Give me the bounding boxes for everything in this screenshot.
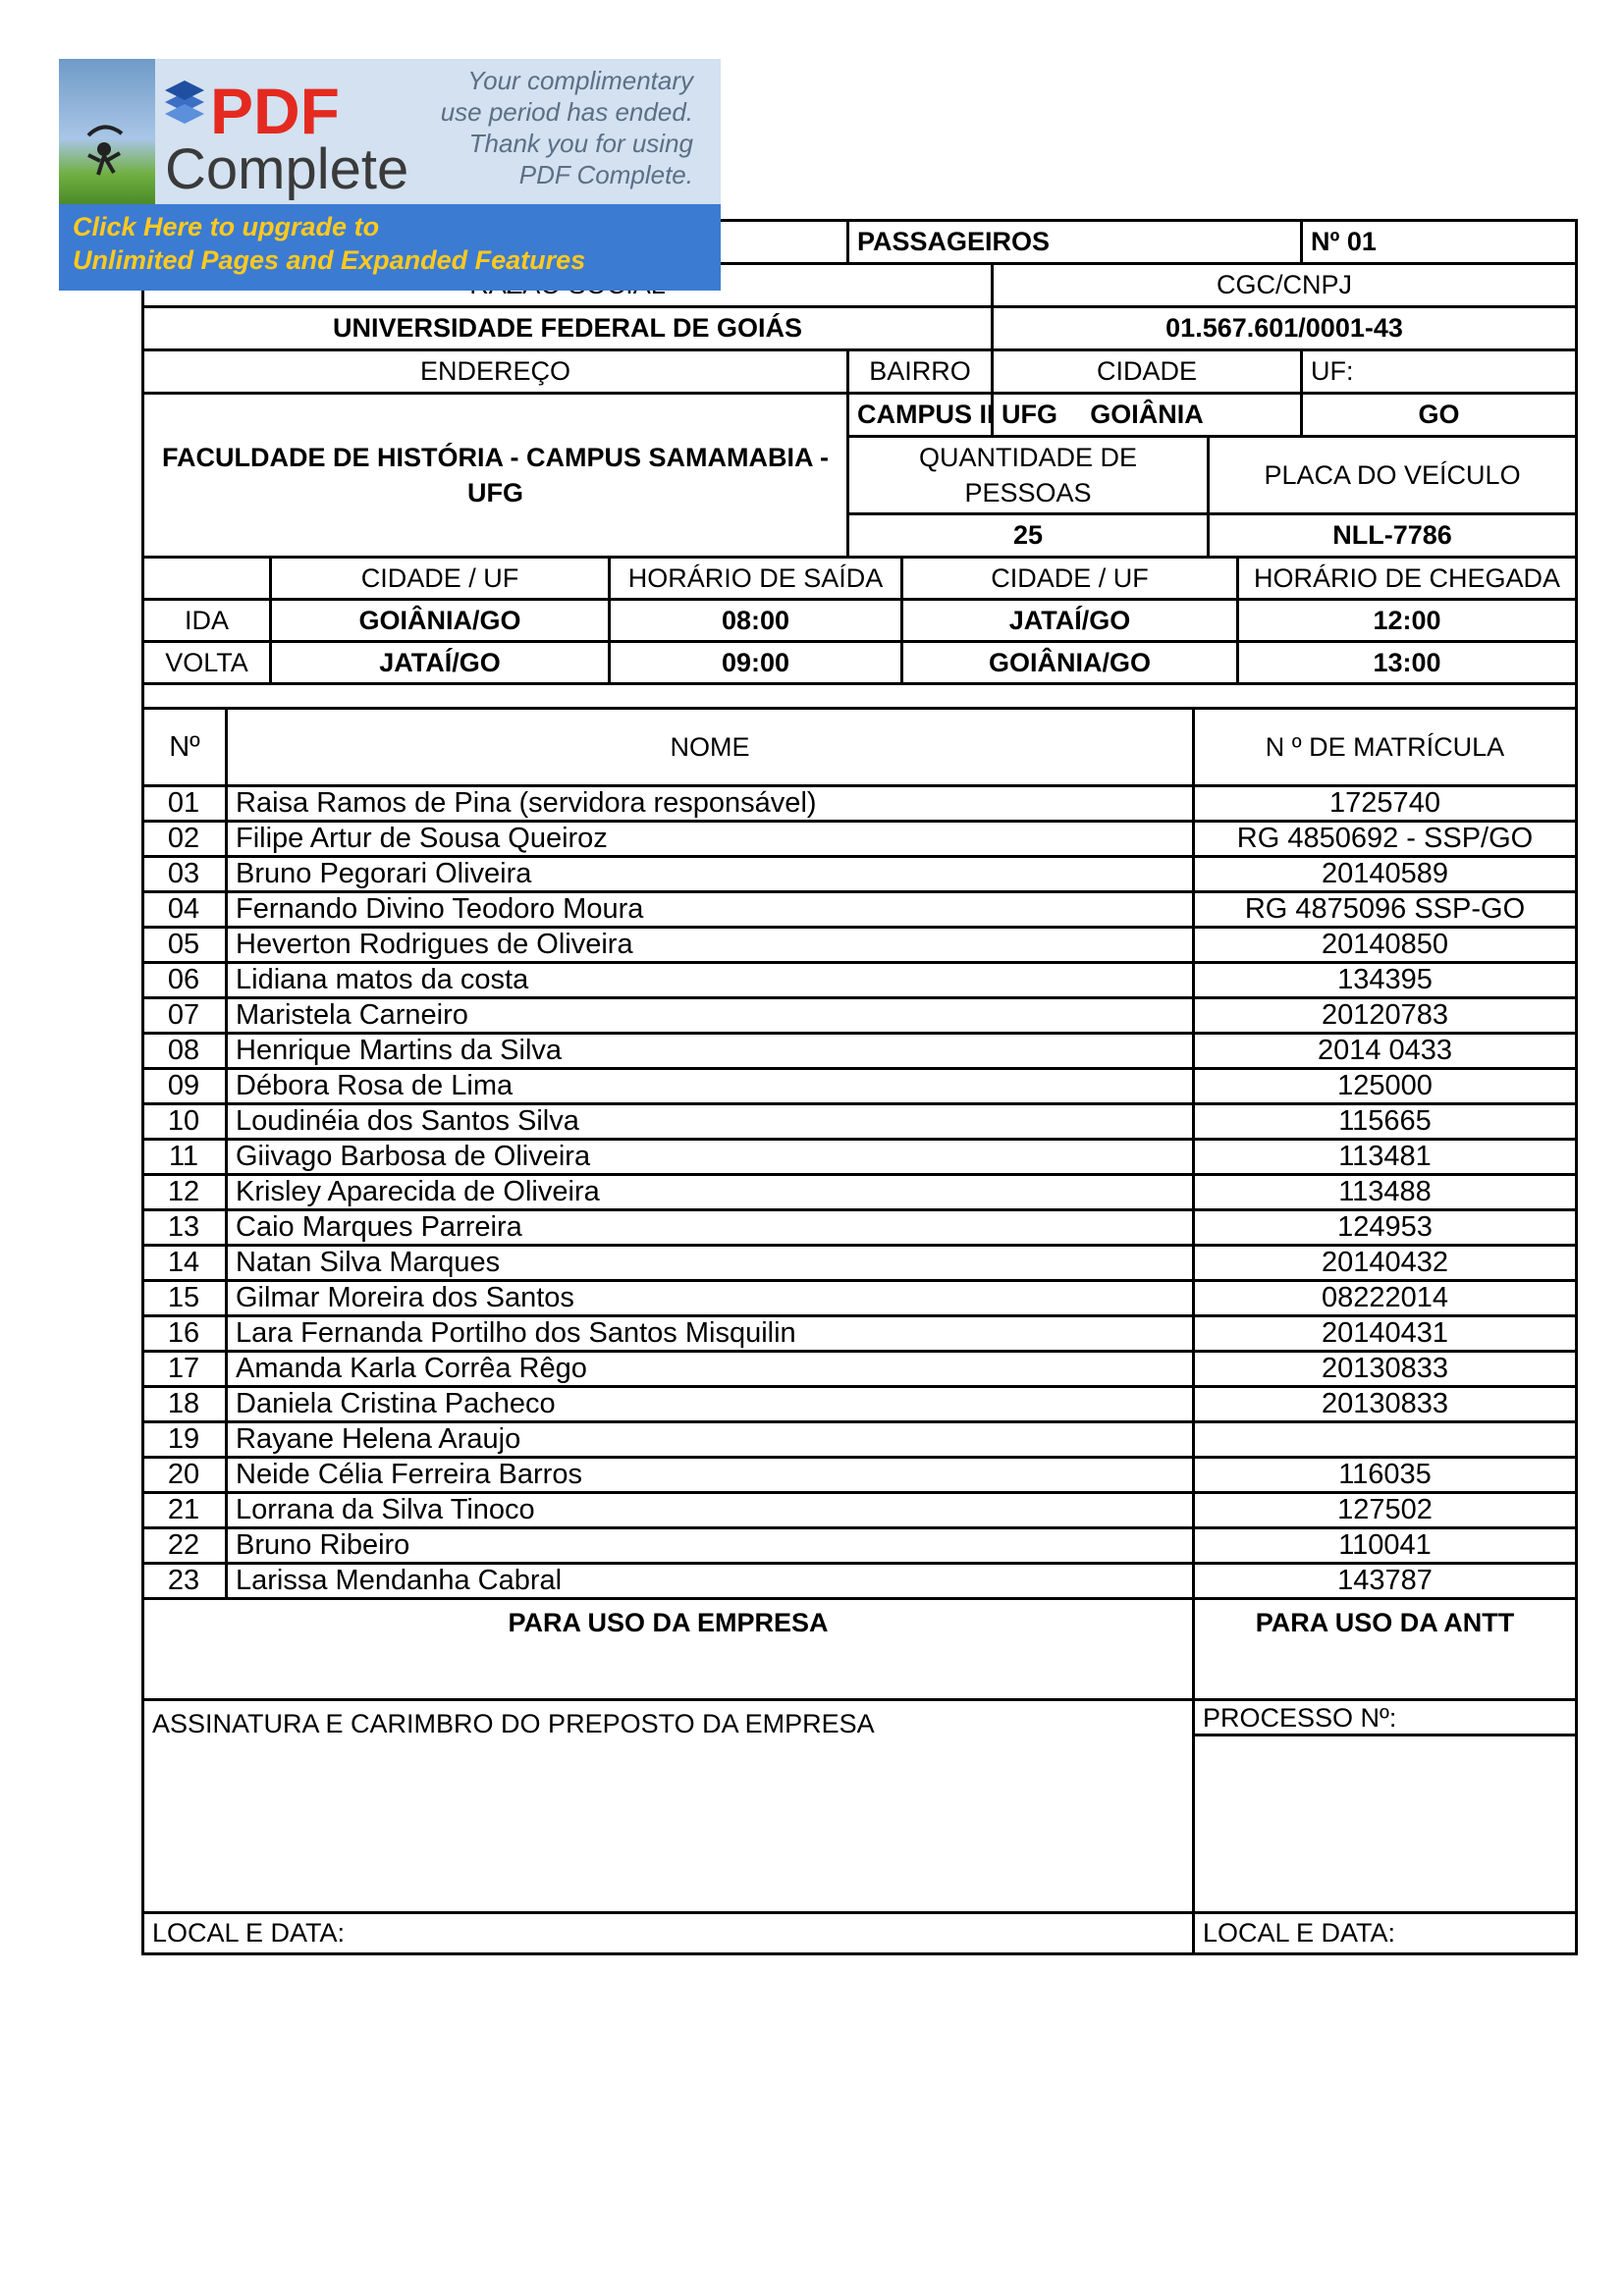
row-number: 17 xyxy=(143,1352,227,1387)
row-nome: Raisa Ramos de Pina (servidora responsável) xyxy=(227,786,1194,822)
table-row xyxy=(143,1210,1577,1246)
trip-col-horario-saida: HORÁRIO DE SAÍDA xyxy=(610,558,902,600)
passenger-table xyxy=(141,707,1578,1600)
table-row xyxy=(143,1387,1577,1422)
table-row xyxy=(143,786,1577,822)
table-row xyxy=(143,998,1577,1034)
local-data-empresa[interactable] xyxy=(143,1913,1194,1954)
footer-table xyxy=(141,1597,1578,1955)
trip-chegada: 12:00 xyxy=(1238,600,1577,642)
spacer-row xyxy=(143,684,1577,709)
row-nome: Caio Marques Parreira xyxy=(227,1210,1194,1246)
row-nome: Bruno Pegorari Oliveira xyxy=(227,857,1194,892)
layers-icon xyxy=(165,80,204,124)
row-nome: Larissa Mendanha Cabral xyxy=(227,1564,1194,1599)
row-nome: Natan Silva Marques xyxy=(227,1246,1194,1281)
banner-info-panel xyxy=(59,59,721,204)
row-number: 12 xyxy=(143,1175,227,1210)
table-row xyxy=(143,1104,1577,1140)
table-row xyxy=(143,1281,1577,1316)
pdf-complete-logo xyxy=(155,63,440,200)
cidade-label: CIDADE xyxy=(993,350,1302,394)
row-nome: Maristela Carneiro xyxy=(227,998,1194,1034)
row-nome: Amanda Karla Corrêa Rêgo xyxy=(227,1352,1194,1387)
row-number: 10 xyxy=(143,1104,227,1140)
bairro-label: BAIRRO xyxy=(848,350,993,394)
placa-label: PLACA DO VEÍCULO xyxy=(1209,437,1577,514)
row-matricula: 113488 xyxy=(1194,1175,1577,1210)
row-nome: Débora Rosa de Lima xyxy=(227,1069,1194,1104)
local-data-label: LOCAL E DATA: xyxy=(1203,1918,1396,1948)
assinatura-label: ASSINATURA E CARIMBRO DO PREPOSTO DA EMPRESA xyxy=(152,1709,875,1738)
row-matricula: 20140850 xyxy=(1194,928,1577,963)
trip-saida: 09:00 xyxy=(610,642,902,684)
row-nome: Rayane Helena Araujo xyxy=(227,1422,1194,1458)
table-row xyxy=(143,1175,1577,1210)
svg-text:PDF: PDF xyxy=(210,75,340,147)
row-matricula: 110041 xyxy=(1194,1528,1577,1564)
row-number: 02 xyxy=(143,822,227,857)
row-nome: Bruno Ribeiro xyxy=(227,1528,1194,1564)
row-nome: Filipe Artur de Sousa Queiroz xyxy=(227,822,1194,857)
table-row xyxy=(143,1352,1577,1387)
local-data-label: LOCAL E DATA: xyxy=(152,1918,346,1948)
assinatura-field[interactable] xyxy=(143,1700,1194,1913)
row-matricula: 134395 xyxy=(1194,963,1577,998)
row-number: 09 xyxy=(143,1069,227,1104)
table-row xyxy=(143,892,1577,928)
col-header-matricula: N º DE MATRÍCULA xyxy=(1194,709,1577,786)
row-matricula: 113481 xyxy=(1194,1140,1577,1175)
trip-col-cidade-uf-origem: CIDADE / UF xyxy=(271,558,610,600)
trip-chegada: 13:00 xyxy=(1238,642,1577,684)
processo-field[interactable] xyxy=(1194,1700,1577,1735)
table-row xyxy=(143,1034,1577,1069)
table-row xyxy=(143,1458,1577,1493)
upgrade-link[interactable]: Click Here to upgrade to Unlimited Pages and Expanded Features xyxy=(59,204,721,291)
row-number: 20 xyxy=(143,1458,227,1493)
row-matricula: 20120783 xyxy=(1194,998,1577,1034)
row-matricula: 115665 xyxy=(1194,1104,1577,1140)
bairro-value: CAMPUS II UFG xyxy=(848,394,993,437)
row-number: 03 xyxy=(143,857,227,892)
row-matricula: 08222014 xyxy=(1194,1281,1577,1316)
uf-value: GO xyxy=(1302,394,1577,437)
row-number: 16 xyxy=(143,1316,227,1352)
trip-row-volta xyxy=(143,642,1577,684)
trip-destino: GOIÂNIA/GO xyxy=(902,642,1238,684)
row-number: 01 xyxy=(143,786,227,822)
table-row xyxy=(143,1069,1577,1104)
banner-expired-note: Your complimentary use period has ended. Thank you for using PDF Complete. xyxy=(440,66,693,189)
table-row xyxy=(143,857,1577,892)
form-number: Nº 01 xyxy=(1302,221,1577,264)
row-nome: Lara Fernanda Portilho dos Santos Misquilin xyxy=(227,1316,1194,1352)
row-nome: Krisley Aparecida de Oliveira xyxy=(227,1175,1194,1210)
row-number: 13 xyxy=(143,1210,227,1246)
uf-label: UF: xyxy=(1302,350,1577,394)
table-row xyxy=(143,963,1577,998)
row-matricula: 125000 xyxy=(1194,1069,1577,1104)
row-nome: Lidiana matos da costa xyxy=(227,963,1194,998)
trip-origem: GOIÂNIA/GO xyxy=(271,600,610,642)
table-row xyxy=(143,1528,1577,1564)
trip-row-label: IDA xyxy=(143,600,271,642)
col-header-no: Nº xyxy=(143,709,227,786)
row-nome: Daniela Cristina Pacheco xyxy=(227,1387,1194,1422)
pdf-complete-banner[interactable] xyxy=(59,59,721,291)
antt-blank-area[interactable] xyxy=(1194,1735,1577,1913)
row-matricula: 127502 xyxy=(1194,1493,1577,1528)
row-number: 23 xyxy=(143,1564,227,1599)
svg-text:Complete: Complete xyxy=(165,137,409,201)
row-matricula: 20130833 xyxy=(1194,1387,1577,1422)
table-row xyxy=(143,1246,1577,1281)
trip-destino: JATAÍ/GO xyxy=(902,600,1238,642)
trip-col-cidade-uf-destino: CIDADE / UF xyxy=(902,558,1238,600)
table-row xyxy=(143,1140,1577,1175)
row-number: 18 xyxy=(143,1387,227,1422)
table-row xyxy=(143,928,1577,963)
local-data-antt[interactable] xyxy=(1194,1913,1577,1954)
table-row xyxy=(143,1422,1577,1458)
page-title: PASSAGEIROS xyxy=(848,221,1302,264)
row-matricula: 20130833 xyxy=(1194,1352,1577,1387)
row-nome: Neide Célia Ferreira Barros xyxy=(227,1458,1194,1493)
row-matricula: 2014 0433 xyxy=(1194,1034,1577,1069)
row-nome: Henrique Martins da Silva xyxy=(227,1034,1194,1069)
row-nome: Giivago Barbosa de Oliveira xyxy=(227,1140,1194,1175)
antt-section-label: PARA USO DA ANTT xyxy=(1194,1599,1577,1700)
row-nome: Loudinéia dos Santos Silva xyxy=(227,1104,1194,1140)
trip-origem: JATAÍ/GO xyxy=(271,642,610,684)
row-number: 07 xyxy=(143,998,227,1034)
table-row xyxy=(143,1493,1577,1528)
processo-label: PROCESSO Nº: xyxy=(1203,1703,1397,1733)
row-number: 21 xyxy=(143,1493,227,1528)
row-matricula: 20140431 xyxy=(1194,1316,1577,1352)
row-number: 15 xyxy=(143,1281,227,1316)
row-number: 19 xyxy=(143,1422,227,1458)
passenger-rows xyxy=(143,786,1577,1599)
table-row xyxy=(143,822,1577,857)
row-matricula: RG 4850692 - SSP/GO xyxy=(1194,822,1577,857)
razao-social-value: UNIVERSIDADE FEDERAL DE GOIÁS xyxy=(143,307,993,350)
row-matricula: 20140589 xyxy=(1194,857,1577,892)
row-matricula: 1725740 xyxy=(1194,786,1577,822)
row-number: 11 xyxy=(143,1140,227,1175)
row-matricula: RG 4875096 SSP-GO xyxy=(1194,892,1577,928)
row-number: 04 xyxy=(143,892,227,928)
trip-row-ida xyxy=(143,600,1577,642)
row-number: 14 xyxy=(143,1246,227,1281)
row-matricula: 116035 xyxy=(1194,1458,1577,1493)
table-row xyxy=(143,1316,1577,1352)
col-header-nome: NOME xyxy=(227,709,1194,786)
table-row xyxy=(143,1564,1577,1599)
cgc-value: 01.567.601/0001-43 xyxy=(993,307,1577,350)
empresa-section-label: PARA USO DA EMPRESA xyxy=(143,1599,1194,1700)
quantidade-label: QUANTIDADE DE PESSOAS xyxy=(848,437,1209,514)
cgc-label: CGC/CNPJ xyxy=(993,264,1577,307)
row-number: 06 xyxy=(143,963,227,998)
trip-blank-cell xyxy=(143,558,271,600)
trip-col-horario-chegada: HORÁRIO DE CHEGADA xyxy=(1238,558,1577,600)
row-nome: Heverton Rodrigues de Oliveira xyxy=(227,928,1194,963)
quantidade-value: 25 xyxy=(848,514,1209,558)
passenger-list-form xyxy=(141,219,1575,1955)
row-number: 05 xyxy=(143,928,227,963)
row-nome: Fernando Divino Teodoro Moura xyxy=(227,892,1194,928)
row-matricula: 143787 xyxy=(1194,1564,1577,1599)
row-number: 22 xyxy=(143,1528,227,1564)
row-matricula: 20140432 xyxy=(1194,1246,1577,1281)
row-matricula xyxy=(1194,1422,1577,1458)
trip-saida: 08:00 xyxy=(610,600,902,642)
banner-photo-icon xyxy=(59,59,155,204)
cidade-value: GOIÂNIA xyxy=(993,394,1302,437)
trip-table xyxy=(141,556,1578,710)
placa-value: NLL-7786 xyxy=(1209,514,1577,558)
endereco-value: FACULDADE DE HISTÓRIA - CAMPUS SAMAMABIA - UFG xyxy=(143,394,848,558)
endereco-label: ENDEREÇO xyxy=(143,350,848,394)
row-matricula: 124953 xyxy=(1194,1210,1577,1246)
row-nome: Gilmar Moreira dos Santos xyxy=(227,1281,1194,1316)
row-number: 08 xyxy=(143,1034,227,1069)
trip-row-label: VOLTA xyxy=(143,642,271,684)
row-nome: Lorrana da Silva Tinoco xyxy=(227,1493,1194,1528)
